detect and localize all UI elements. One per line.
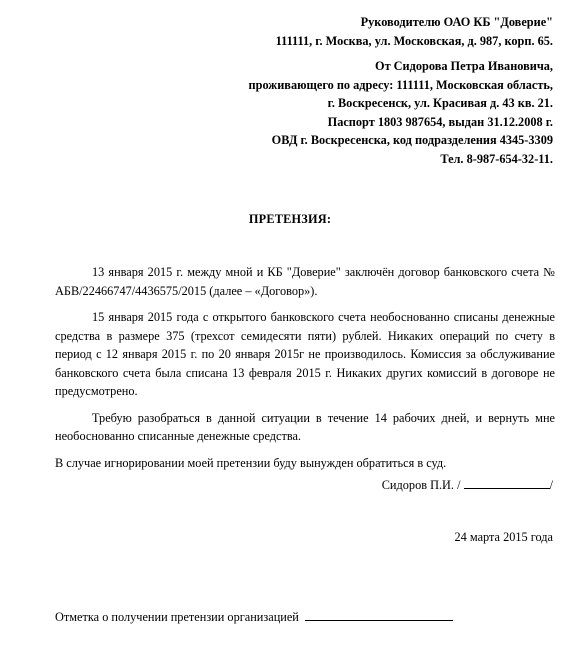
signature-end: / xyxy=(549,478,553,492)
sender-phone: Тел. 8-987-654-32-11. xyxy=(440,151,553,166)
document-title: ПРЕТЕНЗИЯ: xyxy=(248,212,332,226)
addressee-block xyxy=(249,13,553,168)
document-date: 24 марта 2015 года xyxy=(454,530,553,544)
sender-address-line1: проживающего по адресу: 111111, Московская область, xyxy=(248,77,553,92)
signature-name: Сидоров П.И. / xyxy=(381,478,461,492)
receipt-line xyxy=(305,609,453,621)
document-body xyxy=(55,263,555,480)
sender-passport-issuer: ОВД г. Воскресенска, код подразделения 4345-3309 xyxy=(271,133,553,147)
signature-block xyxy=(382,477,553,493)
paragraph-contract: 13 января 2015 г. между мной и КБ "Доверие" заключён договор банковского счета № АБВ/22466747/4436575/2015 (далее – «Договор»). xyxy=(55,265,555,298)
addressee-line: Руководителю ОАО КБ "Доверие" xyxy=(360,15,553,29)
sender-address-line2: г. Воскресенск, ул. Красивая д. 43 кв. 21. xyxy=(327,96,553,110)
paragraph-warning: В случае игнорировании моей претензии буду вынужден обратиться в суд. xyxy=(55,455,447,470)
paragraph-demand: Требую разобраться в данной ситуации в течение 14 рабочих дней, и вернуть мне необоснованно списанные денежные средства. xyxy=(55,410,555,443)
receipt-block xyxy=(55,609,453,625)
sender-passport: Паспорт 1803 987654, выдан 31.12.2008 г. xyxy=(327,114,553,129)
signature-line xyxy=(464,477,550,489)
addressee-address: 111111, г. Москва, ул. Московская, д. 987, корп. 65. xyxy=(275,33,553,48)
receipt-label: Отметка о получении претензии организацией xyxy=(55,610,299,624)
paragraph-charges: 15 января 2015 года с открытого банковского счета необоснованно списаны денежные средства в размере 375 (трехсот семидесяти пяти) рублей. Никаких операций по счету в период с 12 января 2015 г. по 20 января 2015г не производилось. Комиссия за обслуживание банковского счета была списана 13 февраля 2015 г. Никаких других комиссий в договоре не предусмотрено. xyxy=(55,310,555,398)
header-spacer xyxy=(249,50,553,57)
sender-name: От Сидорова Петра Ивановича, xyxy=(375,59,553,73)
